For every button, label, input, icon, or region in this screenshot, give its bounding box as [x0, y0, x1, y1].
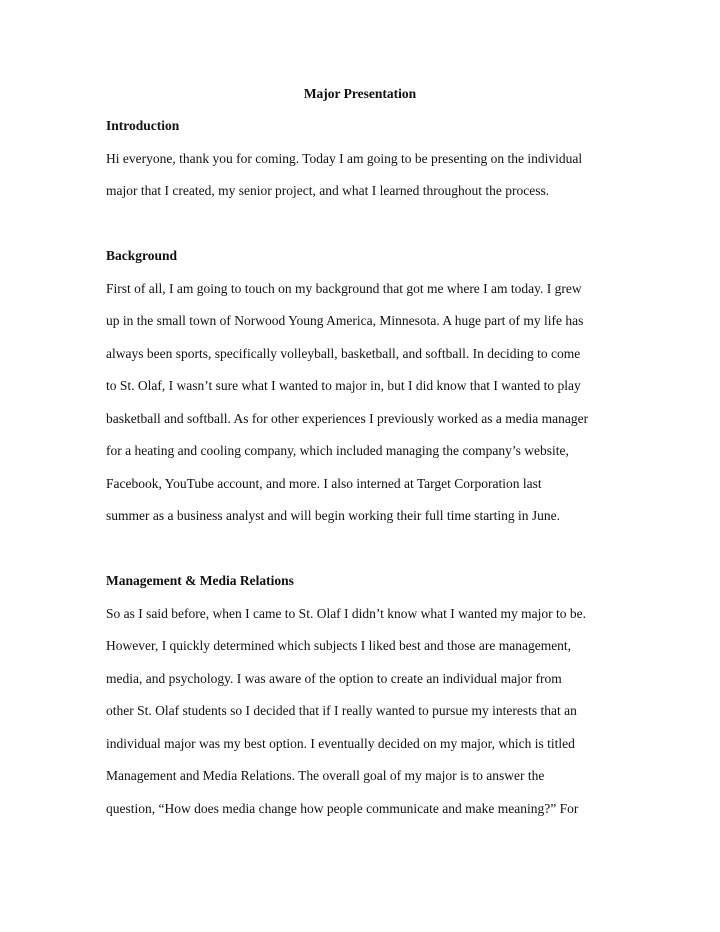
- section-heading-introduction: Introduction: [106, 118, 180, 133]
- paragraph-line: Facebook, YouTube account, and more. I also interned at Target Corporation last: [106, 476, 542, 491]
- paragraph-line: Management and Media Relations. The overall goal of my major is to answer the: [106, 768, 545, 783]
- paragraph-line: summer as a business analyst and will begin working their full time starting in June.: [106, 508, 561, 523]
- paragraph-line: always been sports, specifically volleyball, basketball, and softball. In deciding to come: [106, 346, 581, 361]
- paragraph-line: First of all, I am going to touch on my background that got me where I am today. I grew: [106, 281, 582, 296]
- section-heading-management-media-relations: Management & Media Relations: [106, 573, 294, 588]
- paragraph-line: So as I said before, when I came to St. Olaf I didn’t know what I wanted my major to be.: [106, 606, 587, 621]
- paragraph-line: However, I quickly determined which subjects I liked best and those are management,: [106, 638, 572, 653]
- paragraph-line: up in the small town of Norwood Young America, Minnesota. A huge part of my life has: [106, 313, 584, 328]
- paragraph-line: to St. Olaf, I wasn’t sure what I wanted to major in, but I did know that I wanted to play: [106, 378, 581, 393]
- paragraph-line: for a heating and cooling company, which included managing the company’s website,: [106, 443, 569, 458]
- paragraph-line: individual major was my best option. I eventually decided on my major, which is titled: [106, 736, 575, 751]
- section-heading-background: Background: [106, 248, 178, 263]
- paragraph-line: other St. Olaf students so I decided that if I really wanted to pursue my interests that an: [106, 703, 577, 718]
- paragraph-line: major that I created, my senior project, and what I learned throughout the process.: [106, 183, 550, 198]
- paragraph-line: Hi everyone, thank you for coming. Today I am going to be presenting on the individual: [106, 151, 583, 166]
- paragraph-line: media, and psychology. I was aware of the option to create an individual major from: [106, 671, 562, 686]
- document-title: Major Presentation: [303, 86, 417, 101]
- paragraph-line: question, “How does media change how people communicate and make meaning?” For: [106, 801, 579, 816]
- paragraph-line: basketball and softball. As for other experiences I previously worked as a media manager: [106, 411, 589, 426]
